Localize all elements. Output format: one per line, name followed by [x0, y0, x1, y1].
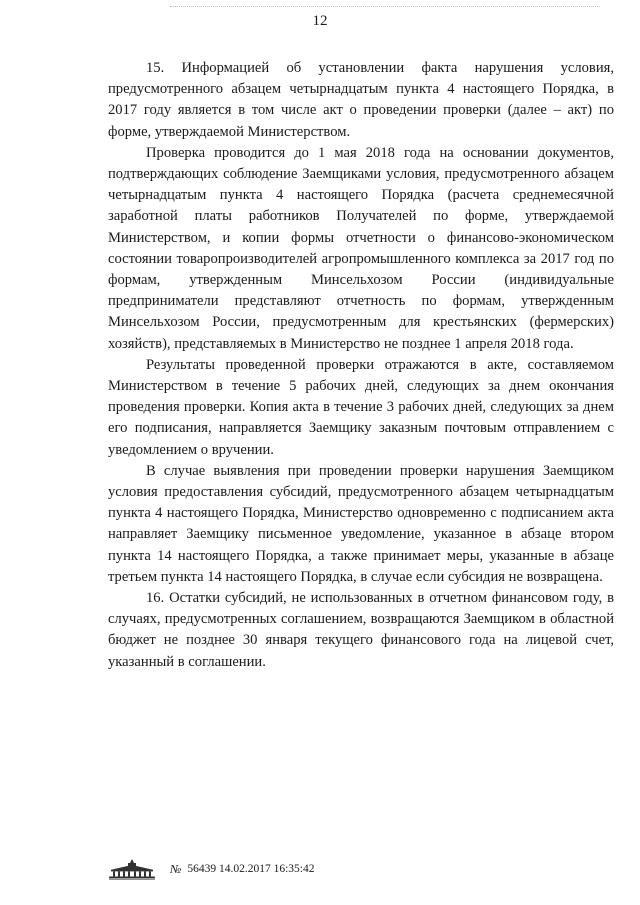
scan-artifact-line: [170, 6, 600, 10]
document-body: [108, 58, 614, 673]
government-building-icon: [106, 858, 158, 880]
paragraph-violation: В случае выявления при проведении проверки нарушения Заемщиком условия предоставления субсидий, предусмотренного абзацем четырнадцатым пункта 4 настоящего Порядка, Министерство одновременно с подписанием акта направляет Заемщику письменное уведомление, указанное в абзаце втором пункта 14 настоящего Порядка, а также принимает меры, указанные в абзаце третьем пункта 14 настоящего Порядка, в случае если субсидия не возвращена.: [108, 462, 614, 585]
paragraph-15: 15. Информацией об установлении факта нарушения условия, предусмотренного абзацем четырнадцатым пункта 4 настоящего Порядка, в 2017 году является в том числе акт о проведении проверки (далее – акт) по форме, утверждаемой Министерством.: [108, 60, 614, 140]
document-footer: [106, 858, 314, 880]
footer-registration-code: 56439 14.02.2017 16:35:42: [187, 863, 315, 875]
paragraph-results: Результаты проведенной проверки отражаются в акте, составляемом Министерством в течение 5 рабочих дней, следующих за днем окончания проведения проверки. Копия акта в течение 3 рабочих дней, следующих за днем его подписания, направляется Заемщику заказным почтовым отправлением с уведомлением о вручении.: [108, 356, 614, 458]
footer-number-sign: №: [170, 861, 182, 876]
page-number: 12: [312, 13, 328, 29]
paragraph-inspection: Проверка проводится до 1 мая 2018 года на основании документов, подтверждающих соблюдение Заемщиками условия, предусмотренного абзацем четырнадцатым пункта 4 настоящего Порядка (расчета среднемесячной заработной платы работников Получателей по форме, утверждаемой Министерством, и копии формы отчетности о финансово-экономическом состоянии товаропроизводителей агропромышленного комплекса за 2017 год по формам, утвержденным Минсельхозом России (индивидуальные предприниматели представляют отчетность по формам, утвержденным Минсельхозом России, предусмотренным для крестьянских (фермерских) хозяйств), представляемых в Министерство не позднее 1 апреля 2018 года.: [108, 144, 614, 352]
paragraph-16: 16. Остатки субсидий, не использованных в отчетном финансовом году, в случаях, предусмотренных соглашением, возвращаются Заемщиком в областной бюджет не позднее 30 января текущего финансового года на лицевой счет, указанный в соглашении.: [108, 590, 614, 670]
